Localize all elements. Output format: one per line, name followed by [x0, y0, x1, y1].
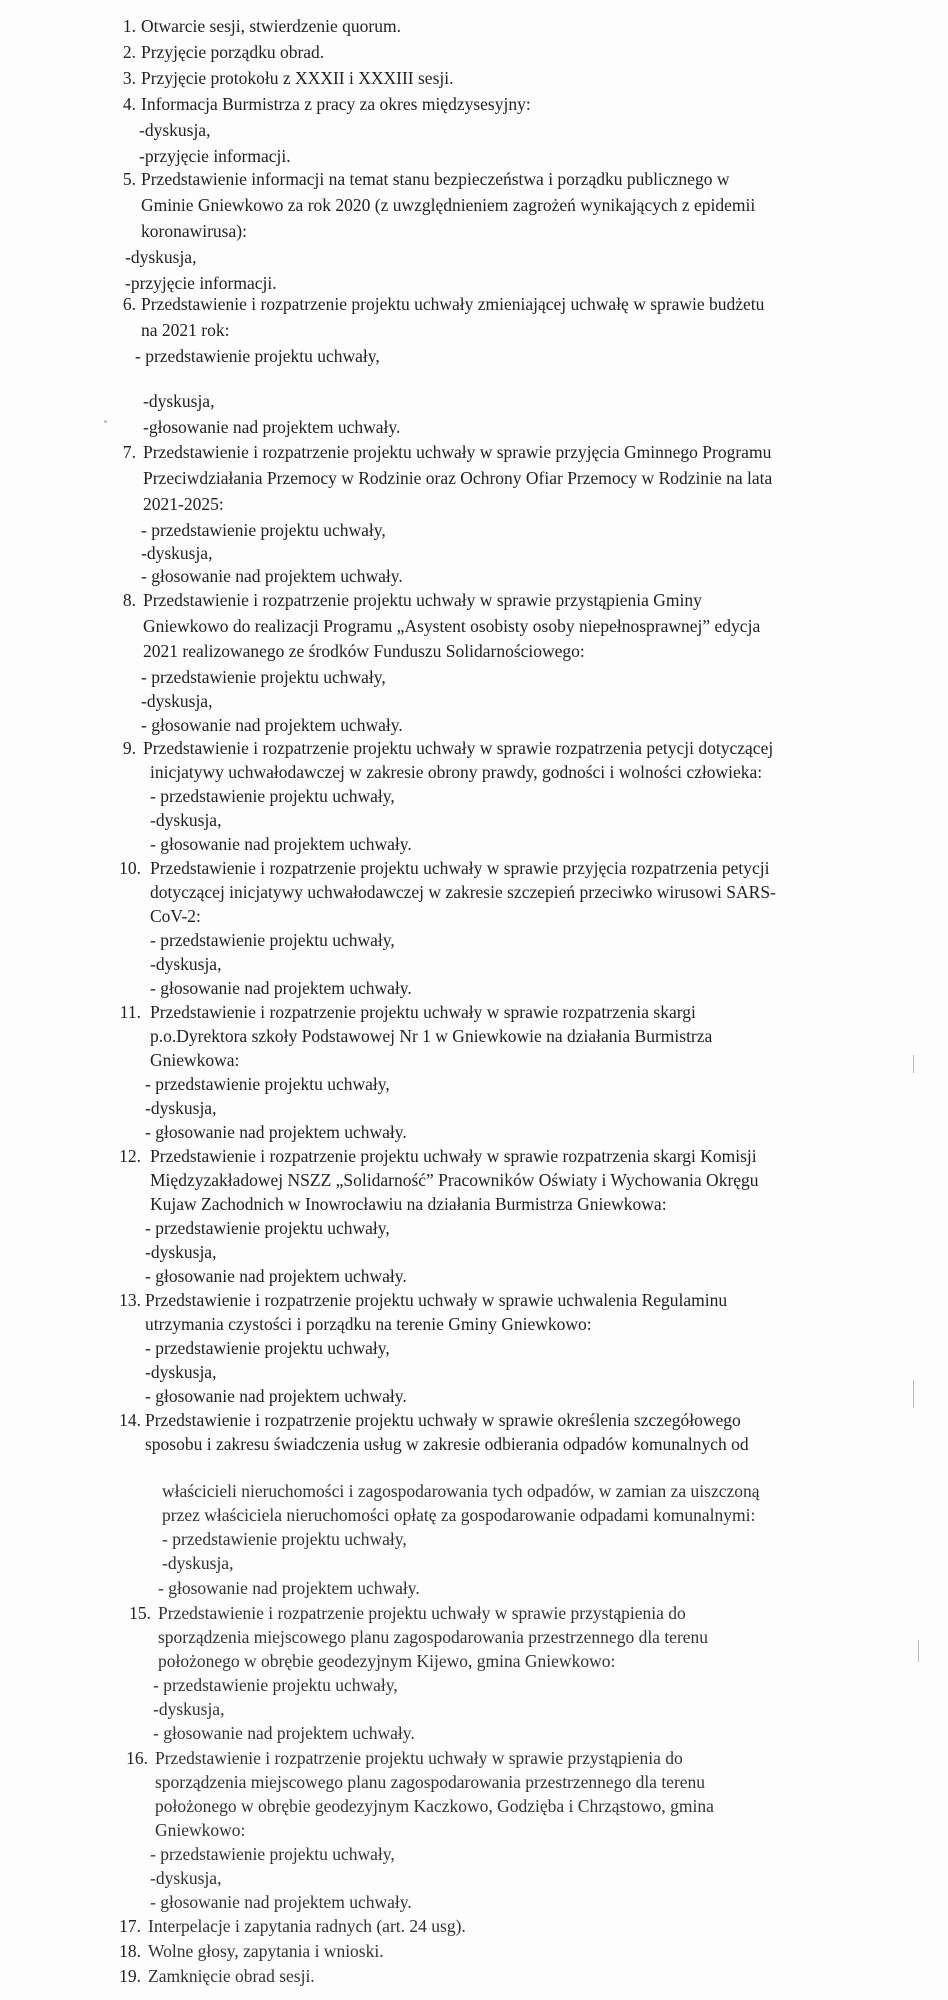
item-subline: -dyskusja, [141, 543, 213, 563]
item-subline: - przedstawienie projektu uchwały, [145, 1218, 390, 1238]
item-text: Przedstawienie i rozpatrzenie projektu uchwały w sprawie przystąpienia Gminy [143, 590, 702, 610]
item-text: sposobu i zakresu świadczenia usług w zakresie odbierania odpadów komunalnych od [145, 1434, 749, 1454]
item-subline: - głosowanie nad projektem uchwały. [145, 1266, 407, 1286]
item-subline: -dyskusja, [145, 1242, 217, 1262]
item-number: 9. [122, 738, 136, 758]
item-text: utrzymania czystości i porządku na terenie Gminy Gniewkowo: [145, 1314, 592, 1334]
item-subline: - głosowanie nad projektem uchwały. [150, 1892, 412, 1912]
item-subline: - przedstawienie projektu uchwały, [162, 1529, 407, 1549]
item-subline: -przyjęcie informacji. [139, 146, 291, 166]
item-text: na 2021 rok: [141, 320, 230, 340]
item-subline: - przedstawienie projektu uchwały, [150, 930, 395, 950]
item-text: 2021-2025: [143, 494, 224, 514]
item-text: Przedstawienie i rozpatrzenie projektu uchwały w sprawie uchwalenia Regulaminu [145, 1290, 728, 1310]
item-subline: -dyskusja, [141, 691, 213, 711]
item-subline: -dyskusja, [145, 1362, 217, 1382]
item-number: 13. [119, 1290, 141, 1310]
item-text: sporządzenia miejscowego planu zagospodarowania przestrzennego dla terenu [155, 1772, 706, 1792]
scan-artifact [104, 420, 107, 423]
item-number: 19. [119, 1966, 141, 1986]
item-subline: -dyskusja, [150, 1868, 222, 1888]
item-text: inicjatywy uchwałodawczej w zakresie obrony prawdy, godności i wolności człowieka: [150, 762, 763, 782]
item-text: koronawirusa): [141, 221, 247, 241]
item-subline: - głosowanie nad projektem uchwały. [141, 566, 403, 586]
item-text: Informacja Burmistrza z pracy za okres międzysesyjny: [141, 94, 531, 114]
item-subline: -dyskusja, [145, 1098, 217, 1118]
item-subline: - przedstawienie projektu uchwały, [153, 1675, 398, 1695]
item-subline: - przedstawienie projektu uchwały, [145, 1338, 390, 1358]
item-number: 5. [122, 169, 136, 189]
item-number: 10. [119, 858, 141, 878]
item-subline: - głosowanie nad projektem uchwały. [150, 834, 412, 854]
item-subline: -dyskusja, [162, 1553, 234, 1573]
item-text: Przedstawienie i rozpatrzenie projektu uchwały w sprawie przyjęcia Gminnego Programu [143, 442, 772, 462]
item-text: Przedstawienie i rozpatrzenie projektu uchwały w sprawie rozpatrzenia skargi [150, 1002, 696, 1022]
item-subline: -dyskusja, [125, 247, 197, 267]
item-text: Przyjęcie porządku obrad. [141, 42, 325, 62]
item-number: 16. [126, 1748, 148, 1768]
item-subline: - przedstawienie projektu uchwały, [150, 1844, 395, 1864]
item-subline: -dyskusja, [150, 954, 222, 974]
item-text: Przedstawienie i rozpatrzenie projektu uchwały w sprawie przystąpienia do [158, 1603, 686, 1623]
item-text: Przeciwdziałania Przemocy w Rodzinie oraz Ochrony Ofiar Przemocy w Rodzinie na lata [143, 468, 773, 488]
item-text: Przedstawienie i rozpatrzenie projektu uchwały w sprawie przyjęcia rozpatrzenia petycji [150, 858, 770, 878]
item-number: 7. [122, 442, 136, 462]
scan-artifact [913, 1055, 914, 1073]
item-text: położonego w obrębie geodezyjnym Kijewo, gmina Gniewkowo: [158, 1651, 616, 1671]
item-subline: - głosowanie nad projektem uchwały. [145, 1386, 407, 1406]
item-subline: - przedstawienie projektu uchwały, [141, 520, 386, 540]
item-subline: - głosowanie nad projektem uchwały. [150, 978, 412, 998]
item-text: CoV-2: [150, 906, 201, 926]
item-text: Przyjęcie protokołu z XXXII i XXXIII sesji. [141, 68, 454, 88]
item-subline: - przedstawienie projektu uchwały, [135, 346, 380, 366]
item-number: 3. [122, 68, 136, 88]
item-text: Przedstawienie informacji na temat stanu bezpieczeństwa i porządku publicznego w [141, 169, 730, 189]
item-text: dotyczącej inicjatywy uchwałodawczej w zakresie szczepień przeciwko wirusowi SARS- [150, 882, 776, 902]
item-text: Kujaw Zachodnich w Inowrocławiu na działania Burmistrza Gniewkowa: [150, 1194, 667, 1214]
item-subline: - przedstawienie projektu uchwały, [141, 667, 386, 687]
item-number: 14. [119, 1410, 141, 1430]
item-text: Przedstawienie i rozpatrzenie projektu uchwały zmieniającej uchwałę w sprawie budżetu [141, 294, 765, 314]
item-text: 2021 realizowanego ze środków Funduszu Solidarnościowego: [143, 641, 585, 661]
item-subline: -dyskusja, [150, 810, 222, 830]
item-subline: -dyskusja, [139, 120, 211, 140]
item-subline: -dyskusja, [143, 391, 215, 411]
item-subline: - przedstawienie projektu uchwały, [150, 786, 395, 806]
item-text: położonego w obrębie geodezyjnym Kaczkowo, Godzięba i Chrząstowo, gmina [155, 1796, 714, 1816]
item-number: 15. [129, 1603, 151, 1623]
item-text: przez właściciela nieruchomości opłatę za gospodarowanie odpadami komunalnymi: [162, 1505, 756, 1525]
item-text: Gniewkowo do realizacji Programu „Asystent osobisty osoby niepełnosprawnej” edycja [143, 616, 761, 636]
item-subline: - przedstawienie projektu uchwały, [145, 1074, 390, 1094]
item-number: 1. [122, 16, 136, 36]
item-number: 6. [122, 294, 136, 314]
item-text: Gminie Gniewkowo za rok 2020 (z uwzględnieniem zagrożeń wynikających z epidemii [141, 195, 756, 215]
item-text: właścicieli nieruchomości i zagospodarowania tych odpadów, w zamian za uiszczoną [162, 1481, 760, 1501]
item-number: 17. [119, 1916, 141, 1936]
item-text: Międzyzakładowej NSZZ „Solidarność” Pracowników Oświaty i Wychowania Okręgu [150, 1170, 759, 1190]
scan-artifact [913, 1380, 914, 1408]
scan-artifact [918, 1640, 919, 1662]
item-subline: - głosowanie nad projektem uchwały. [158, 1578, 420, 1598]
item-text: Gniewkowo: [155, 1820, 246, 1840]
item-subline: - głosowanie nad projektem uchwały. [145, 1122, 407, 1142]
item-text: Przedstawienie i rozpatrzenie projektu uchwały w sprawie określenia szczegółowego [145, 1410, 741, 1430]
item-subline: -dyskusja, [153, 1699, 225, 1719]
item-number: 4. [122, 94, 136, 114]
item-number: 2. [122, 42, 136, 62]
item-text: Przedstawienie i rozpatrzenie projektu uchwały w sprawie rozpatrzenia skargi Komisji [150, 1146, 757, 1166]
item-number: 18. [119, 1941, 141, 1961]
item-subline: -głosowanie nad projektem uchwały. [143, 417, 401, 437]
item-text: Gniewkowa: [150, 1050, 240, 1070]
item-number: 11. [119, 1002, 141, 1022]
item-text: Wolne głosy, zapytania i wnioski. [148, 1941, 384, 1961]
item-text: Przedstawienie i rozpatrzenie projektu uchwały w sprawie rozpatrzenia petycji dotyczącej [143, 738, 774, 758]
item-text: Przedstawienie i rozpatrzenie projektu uchwały w sprawie przystąpienia do [155, 1748, 683, 1768]
item-text: p.o.Dyrektora szkoły Podstawowej Nr 1 w Gniewkowie na działania Burmistrza [150, 1026, 713, 1046]
item-subline: - głosowanie nad projektem uchwały. [153, 1723, 415, 1743]
item-subline: - głosowanie nad projektem uchwały. [141, 715, 403, 735]
item-number: 12. [119, 1146, 141, 1166]
item-text: Zamknięcie obrad sesji. [148, 1966, 315, 1986]
item-number: 8. [122, 590, 136, 610]
item-text: Otwarcie sesji, stwierdzenie quorum. [141, 16, 401, 36]
item-text: Interpelacje i zapytania radnych (art. 24 usg). [148, 1916, 466, 1936]
item-subline: -przyjęcie informacji. [125, 273, 277, 293]
item-text: sporządzenia miejscowego planu zagospodarowania przestrzennego dla terenu [158, 1627, 709, 1647]
